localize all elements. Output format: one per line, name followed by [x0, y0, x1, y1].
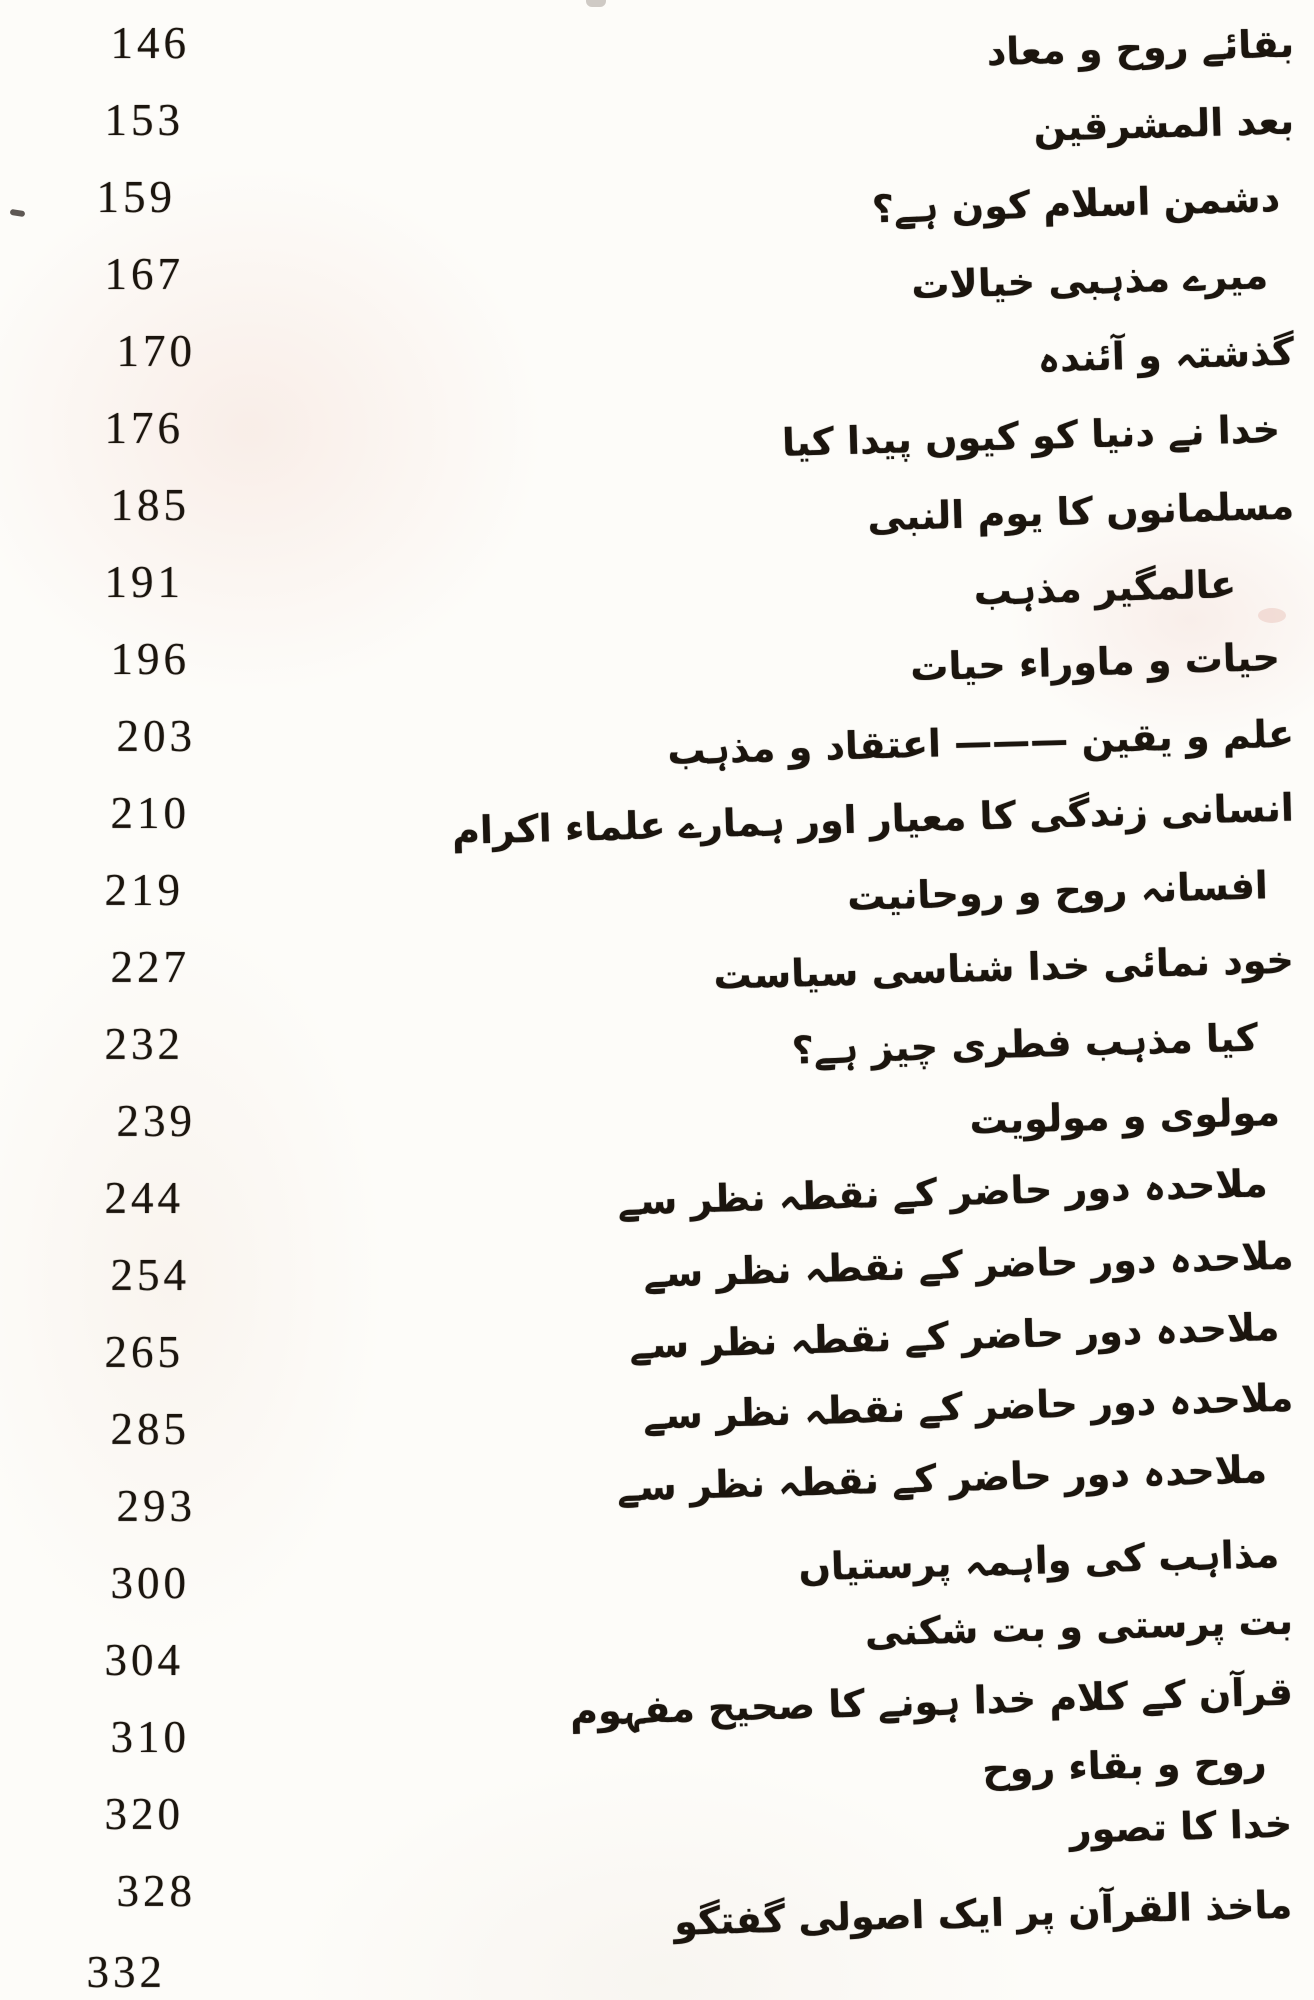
page-number: 293 — [116, 1480, 196, 1531]
chapter-title: ماخذ القرآن پر ایک اصولی گفتگو — [673, 1882, 1293, 1944]
page-number: 191 — [104, 556, 184, 607]
chapter-title: افسانہ روح و روحانیت — [846, 862, 1269, 919]
chapter-title: قرآن کے کلام خدا ہونے کا صحیح مفہوم — [569, 1669, 1294, 1734]
page-number: 265 — [104, 1326, 184, 1377]
toc-entry — [0, 1159, 1314, 1236]
chapter-title: گذشتہ و آئندہ — [1037, 329, 1295, 381]
page-number: 219 — [104, 864, 184, 915]
chapter-title: ملاحدہ دور حاضر کے نقطہ نظر سے — [642, 1375, 1294, 1438]
toc-entry — [0, 466, 1314, 543]
toc-entry — [0, 1082, 1314, 1159]
chapter-title: ملاحدہ دور حاضر کے نقطہ نظر سے — [617, 1160, 1269, 1223]
page-number: 203 — [116, 710, 196, 761]
page-number: 320 — [104, 1788, 184, 1839]
toc-entry — [0, 774, 1314, 851]
page-number: 254 — [110, 1249, 190, 1300]
toc-entry — [0, 389, 1314, 466]
page-number: 310 — [110, 1711, 190, 1762]
chapter-title: علم و یقین ——— اعتقاد و مذہب — [666, 711, 1295, 773]
toc-entry — [0, 158, 1314, 235]
toc-entry — [0, 312, 1314, 389]
page-number: 146 — [110, 17, 190, 68]
page-number: 300 — [110, 1557, 190, 1608]
chapter-title: میرے مذہبی خیالات — [910, 252, 1269, 307]
chapter-title: مذاہب کی واہمہ پرستیاں — [797, 1531, 1280, 1589]
page-number: 196 — [110, 633, 190, 684]
chapter-title: انسانی زندگی کا معیار اور ہمارے علماء اکرام — [451, 785, 1295, 853]
page-number: 332 — [86, 1946, 166, 1997]
toc-entry — [0, 235, 1314, 312]
toc-entry — [0, 4, 1314, 81]
page-number: 185 — [110, 479, 190, 530]
chapter-title: کیا مذہب فطری چیز ہے؟ — [791, 1015, 1259, 1073]
chapter-title: ملاحدہ دور حاضر کے نقطہ نظر سے — [642, 1233, 1295, 1296]
page-number: 167 — [104, 248, 184, 299]
page-number: 244 — [104, 1172, 184, 1223]
page-number: 159 — [96, 171, 176, 222]
page-number: 304 — [104, 1634, 184, 1685]
chapter-title: روح و بقاء روح — [981, 1738, 1268, 1791]
toc-entry — [0, 543, 1314, 620]
chapter-title: مسلمانوں کا یوم النبی — [866, 483, 1295, 539]
chapter-title: بت پرستی و بت شکنی — [864, 1598, 1294, 1655]
chapter-title: ملاحدہ دور حاضر کے نقطہ نظر سے — [616, 1446, 1268, 1509]
toc-entry — [0, 81, 1314, 158]
toc-entry — [0, 1446, 1314, 1544]
page-number: 232 — [104, 1018, 184, 1069]
chapter-title: خدا کا تصور — [1068, 1801, 1293, 1852]
page-number: 285 — [110, 1403, 190, 1454]
page-number: 328 — [116, 1865, 196, 1916]
chapter-title: حیات و ماوراء حیات — [909, 634, 1281, 689]
page-number: 170 — [116, 325, 196, 376]
chapter-title: ملاحدہ دور حاضر کے نقطہ نظر سے — [628, 1304, 1280, 1367]
page-number: 176 — [104, 402, 184, 453]
toc-entry — [0, 1005, 1314, 1082]
chapter-title: بعد المشرقین — [1032, 98, 1295, 150]
page-number: 210 — [110, 787, 190, 838]
page-number: 153 — [104, 94, 184, 145]
chapter-title: دشمن اسلام کون ہے؟ — [871, 175, 1281, 231]
chapter-title: مولوی و مولویت — [968, 1089, 1281, 1143]
page-number: 239 — [116, 1095, 196, 1146]
chapter-title: خود نمائی خدا شناسی سیاست — [712, 937, 1295, 998]
toc-entry — [0, 851, 1314, 928]
toc-entry — [0, 697, 1314, 774]
toc-entry — [0, 1304, 1314, 1390]
toc-entry — [0, 620, 1314, 697]
chapter-title: خدا نے دنیا کو کیوں پیدا کیا — [781, 406, 1281, 465]
chapter-title: بقائے روح و معاد — [986, 21, 1295, 74]
page-number: 227 — [110, 941, 190, 992]
chapter-title: عالمگیر مذہب — [973, 561, 1237, 613]
toc-entry — [0, 928, 1314, 1005]
toc-entry — [0, 1233, 1314, 1313]
